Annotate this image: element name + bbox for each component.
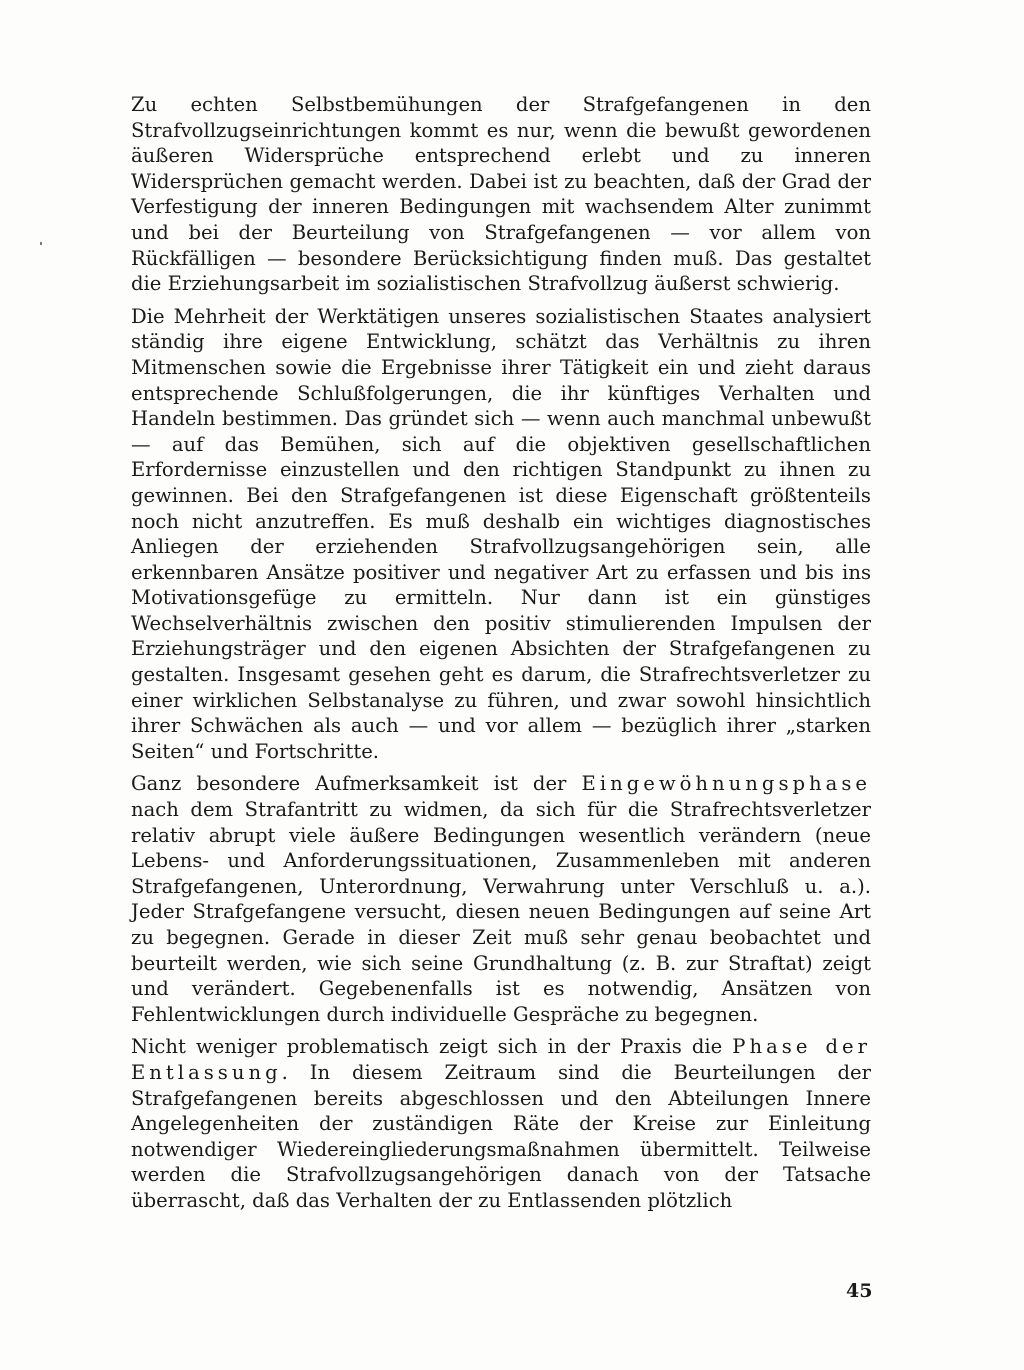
page-number: 45 (846, 1280, 873, 1302)
body-text (131, 92, 871, 1221)
paragraph-1: Zu echten Selbstbemühungen der Strafgefangenen in den Strafvollzugseinrichtungen kommt es nur, wenn die bewußt gewordenen äußeren Widersprüche entsprechend erlebt und zu inneren Widersprüchen gemacht werden. Dabei ist zu beachten, daß der Grad der Verfestigung der inneren Bedingungen mit wachsendem Alter zunimmt und bei der Beurteilung von Strafgefangenen — vor allem von Rückfälligen — besondere Berücksichtigung finden muß. Das gestaltet die Erziehungsarbeit im sozialistischen Strafvollzug äußerst schwierig. (131, 93, 871, 296)
paragraph-2: Die Mehrheit der Werktätigen unseres sozialistischen Staates analysiert ständig ihre eigene Entwicklung, schätzt das Verhältnis zu ihren Mitmenschen sowie die Ergebnisse ihrer Tätigkeit ein und zieht daraus entsprechende Schlußfolgerungen, die ihr künftiges Verhalten und Handeln bestimmen. Das gründet sich — wenn auch manchmal unbewußt — auf das Bemühen, sich auf die objektiven gesellschaftlichen Erfordernisse einzustellen und den richtigen Standpunkt zu ihnen zu gewinnen. Bei den Strafgefangenen ist diese Eigenschaft größtenteils noch nicht anzutreffen. Es muß deshalb ein wichtiges diagnostisches Anliegen der erziehenden Strafvollzugsangehörigen sein, alle erkennbaren Ansätze positiver und negativer Art zu erfassen und bis ins Motivationsgefüge zu ermitteln. Nur dann ist ein günstiges Wechselverhältnis zwischen den positiv stimulierenden Impulsen der Erziehungsträger und den eigenen Absichten der Strafgefangenen zu gestalten. Insgesamt gesehen geht es darum, die Strafrechtsverletzer zu einer wirklichen Selbstanalyse zu führen, und zwar sowohl hinsichtlich ihrer Schwächen als auch — und vor allem — bezüglich ihrer „starken Seiten“ und Fortschritte. (131, 304, 871, 763)
paragraph-3-lead: Ganz besondere Aufmerksamkeit ist der (131, 772, 582, 796)
margin-mark (40, 242, 42, 245)
paragraph-4-rest: . In diesem Zeitraum sind die Beurteilungen der Strafgefangenen bereits abgeschlossen und den Abteilungen Innere Angelegenheiten der zuständigen Räte der Kreise zur Einleitung notwendiger Wiedereingliederungsmaßnahmen übermittelt. Teilweise werden die Strafvollzugsangehörigen danach von der Tatsache überrascht, daß das Verhalten der zu Entlassenden plötzlich (131, 1060, 871, 1212)
paragraph-3-rest: nach dem Strafantritt zu widmen, da sich für die Strafrechtsverletzer relativ abrupt viele äußere Bedingungen wesentlich verändern (neue Lebens- und Anforderungssituationen, Zusammenleben mit anderen Strafgefangenen, Unterordnung, Verwahrung unter Verschluß u. a.). Jeder Strafgefangene versucht, diesen neuen Bedingungen auf seine Art zu begegnen. Gerade in dieser Zeit muß sehr genau beobachtet und beurteilt werden, wie sich seine Grundhaltung (z. B. zur Straftat) zeigt und verändert. Gegebenenfalls ist es notwendig, Ansätzen von Fehlentwicklungen durch individuelle Gespräche zu begegnen. (131, 798, 871, 1026)
paragraph-4-lead: Nicht weniger problematisch zeigt sich in der Praxis die (131, 1035, 733, 1059)
paragraph-4 (131, 1034, 871, 1213)
emphasis-eingewoehnungsphase: Eingewöhnungsphase (581, 772, 871, 796)
paragraph-3 (131, 771, 871, 1027)
emphasis-phase-der-entlassung: Phase der Entlassung (131, 1035, 872, 1084)
